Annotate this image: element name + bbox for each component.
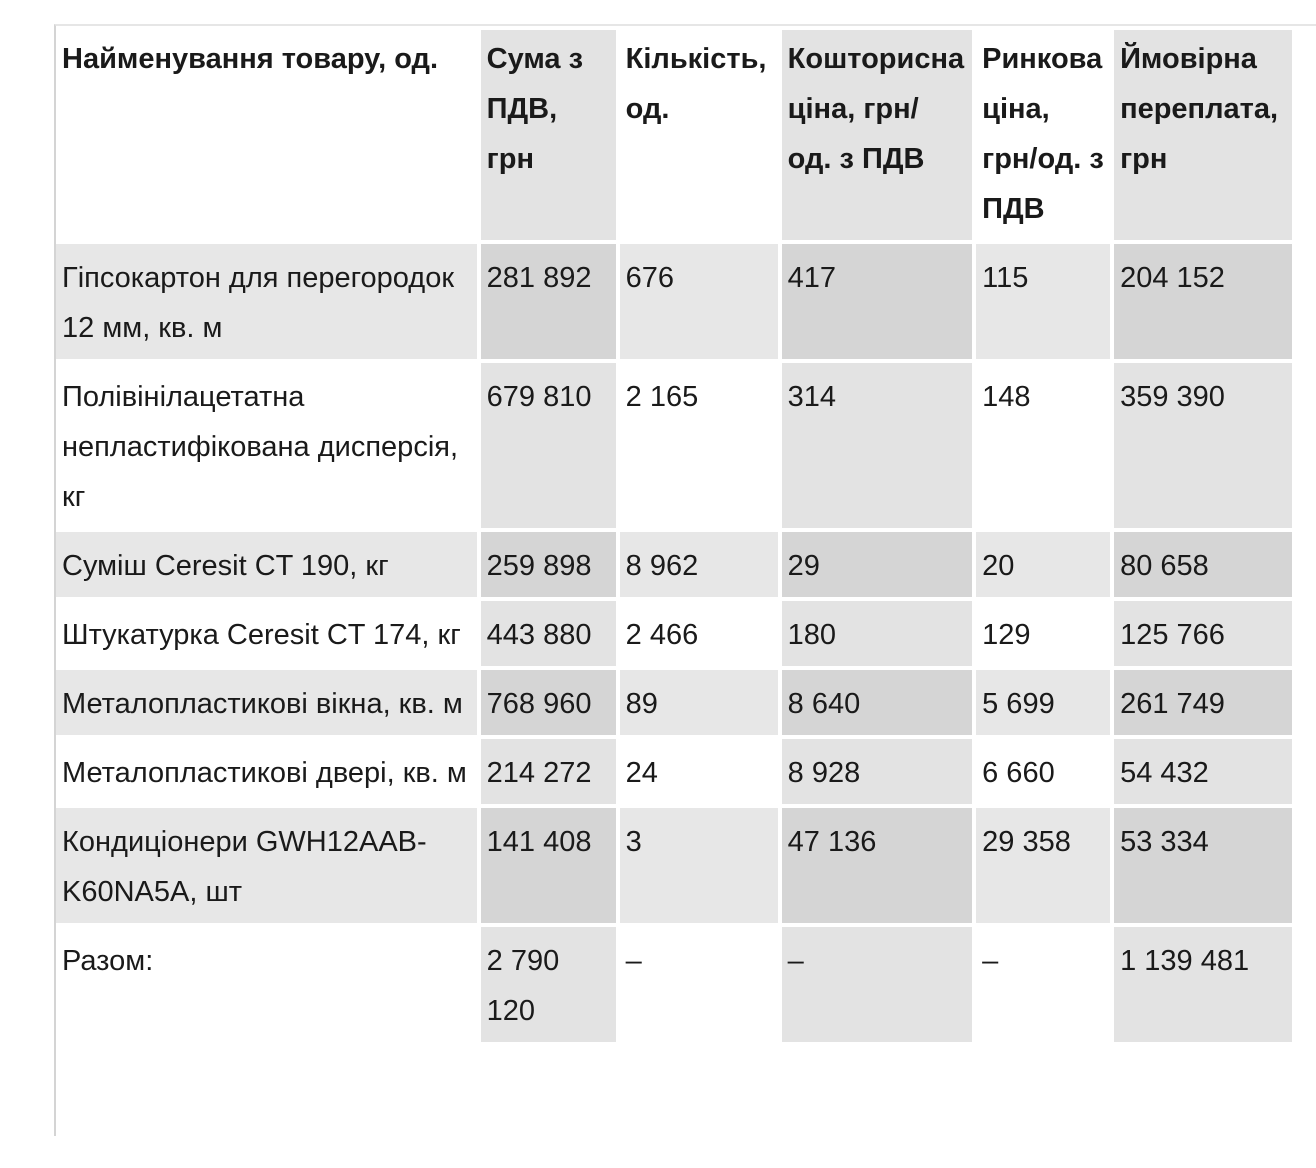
cell-estimated-price: 314 <box>782 363 972 528</box>
cell-overpayment: 53 334 <box>1114 808 1292 923</box>
cell-estimated-price: 417 <box>782 244 972 359</box>
cell-estimated-price: 8 640 <box>782 670 972 735</box>
header-probable-overpayment: Ймовірна переплата, грн <box>1114 30 1292 240</box>
cell-product-name: Кондиціонери GWH12AAB-K60NA5A, шт <box>56 808 477 923</box>
cell-market-price: 5 699 <box>976 670 1110 735</box>
cell-market-price: 29 358 <box>976 808 1110 923</box>
cell-quantity: 24 <box>620 739 778 804</box>
total-quantity: – <box>620 927 778 1042</box>
cell-overpayment: 204 152 <box>1114 244 1292 359</box>
cell-market-price: 148 <box>976 363 1110 528</box>
cell-quantity: 2 165 <box>620 363 778 528</box>
total-market-price: – <box>976 927 1110 1042</box>
cell-overpayment: 54 432 <box>1114 739 1292 804</box>
cell-estimated-price: 8 928 <box>782 739 972 804</box>
table-row <box>56 244 1292 359</box>
cell-overpayment: 359 390 <box>1114 363 1292 528</box>
cell-product-name: Металопластикові двері, кв. м <box>56 739 477 804</box>
cell-estimated-price: 29 <box>782 532 972 597</box>
cell-sum: 214 272 <box>481 739 616 804</box>
header-market-price: Ринкова ціна, грн/од. з ПДВ <box>976 30 1110 240</box>
cell-overpayment: 80 658 <box>1114 532 1292 597</box>
total-estimated-price: – <box>782 927 972 1042</box>
table-row <box>56 739 1292 804</box>
cell-overpayment: 125 766 <box>1114 601 1292 666</box>
cell-quantity: 2 466 <box>620 601 778 666</box>
cell-quantity: 8 962 <box>620 532 778 597</box>
header-sum-with-vat: Сума з ПДВ, грн <box>481 30 616 240</box>
cell-market-price: 6 660 <box>976 739 1110 804</box>
table-header-row <box>56 30 1292 240</box>
cell-quantity: 676 <box>620 244 778 359</box>
table-row <box>56 363 1292 528</box>
table-row <box>56 808 1292 923</box>
cell-estimated-price: 180 <box>782 601 972 666</box>
cell-market-price: 115 <box>976 244 1110 359</box>
table-row <box>56 670 1292 735</box>
cell-estimated-price: 47 136 <box>782 808 972 923</box>
cell-sum: 259 898 <box>481 532 616 597</box>
header-estimated-price: Кошторисна ціна, грн/ од. з ПДВ <box>782 30 972 240</box>
table-row <box>56 601 1292 666</box>
cell-overpayment: 261 749 <box>1114 670 1292 735</box>
cell-market-price: 20 <box>976 532 1110 597</box>
cell-sum: 281 892 <box>481 244 616 359</box>
table-row <box>56 532 1292 597</box>
cell-product-name: Суміш Ceresit CT 190, кг <box>56 532 477 597</box>
cell-product-name: Металопластикові вікна, кв. м <box>56 670 477 735</box>
total-sum: 2 790 120 <box>481 927 616 1042</box>
cell-product-name: Штукатурка Ceresit CT 174, кг <box>56 601 477 666</box>
cell-sum: 443 880 <box>481 601 616 666</box>
table-total-row <box>56 927 1292 1042</box>
cell-sum: 768 960 <box>481 670 616 735</box>
overpayment-table <box>52 26 1296 1046</box>
cell-product-name: Гіпсокартон для перегородок 12 мм, кв. м <box>56 244 477 359</box>
cell-sum: 141 408 <box>481 808 616 923</box>
header-product-name: Найменування товару, од. <box>56 30 477 240</box>
cell-quantity: 3 <box>620 808 778 923</box>
cell-product-name: Полівінілацетатна непластифікована дисперсія, кг <box>56 363 477 528</box>
total-label: Разом: <box>56 927 477 1042</box>
cell-sum: 679 810 <box>481 363 616 528</box>
cell-quantity: 89 <box>620 670 778 735</box>
cell-market-price: 129 <box>976 601 1110 666</box>
total-overpayment: 1 139 481 <box>1114 927 1292 1042</box>
header-quantity: Кількість, од. <box>620 30 778 240</box>
